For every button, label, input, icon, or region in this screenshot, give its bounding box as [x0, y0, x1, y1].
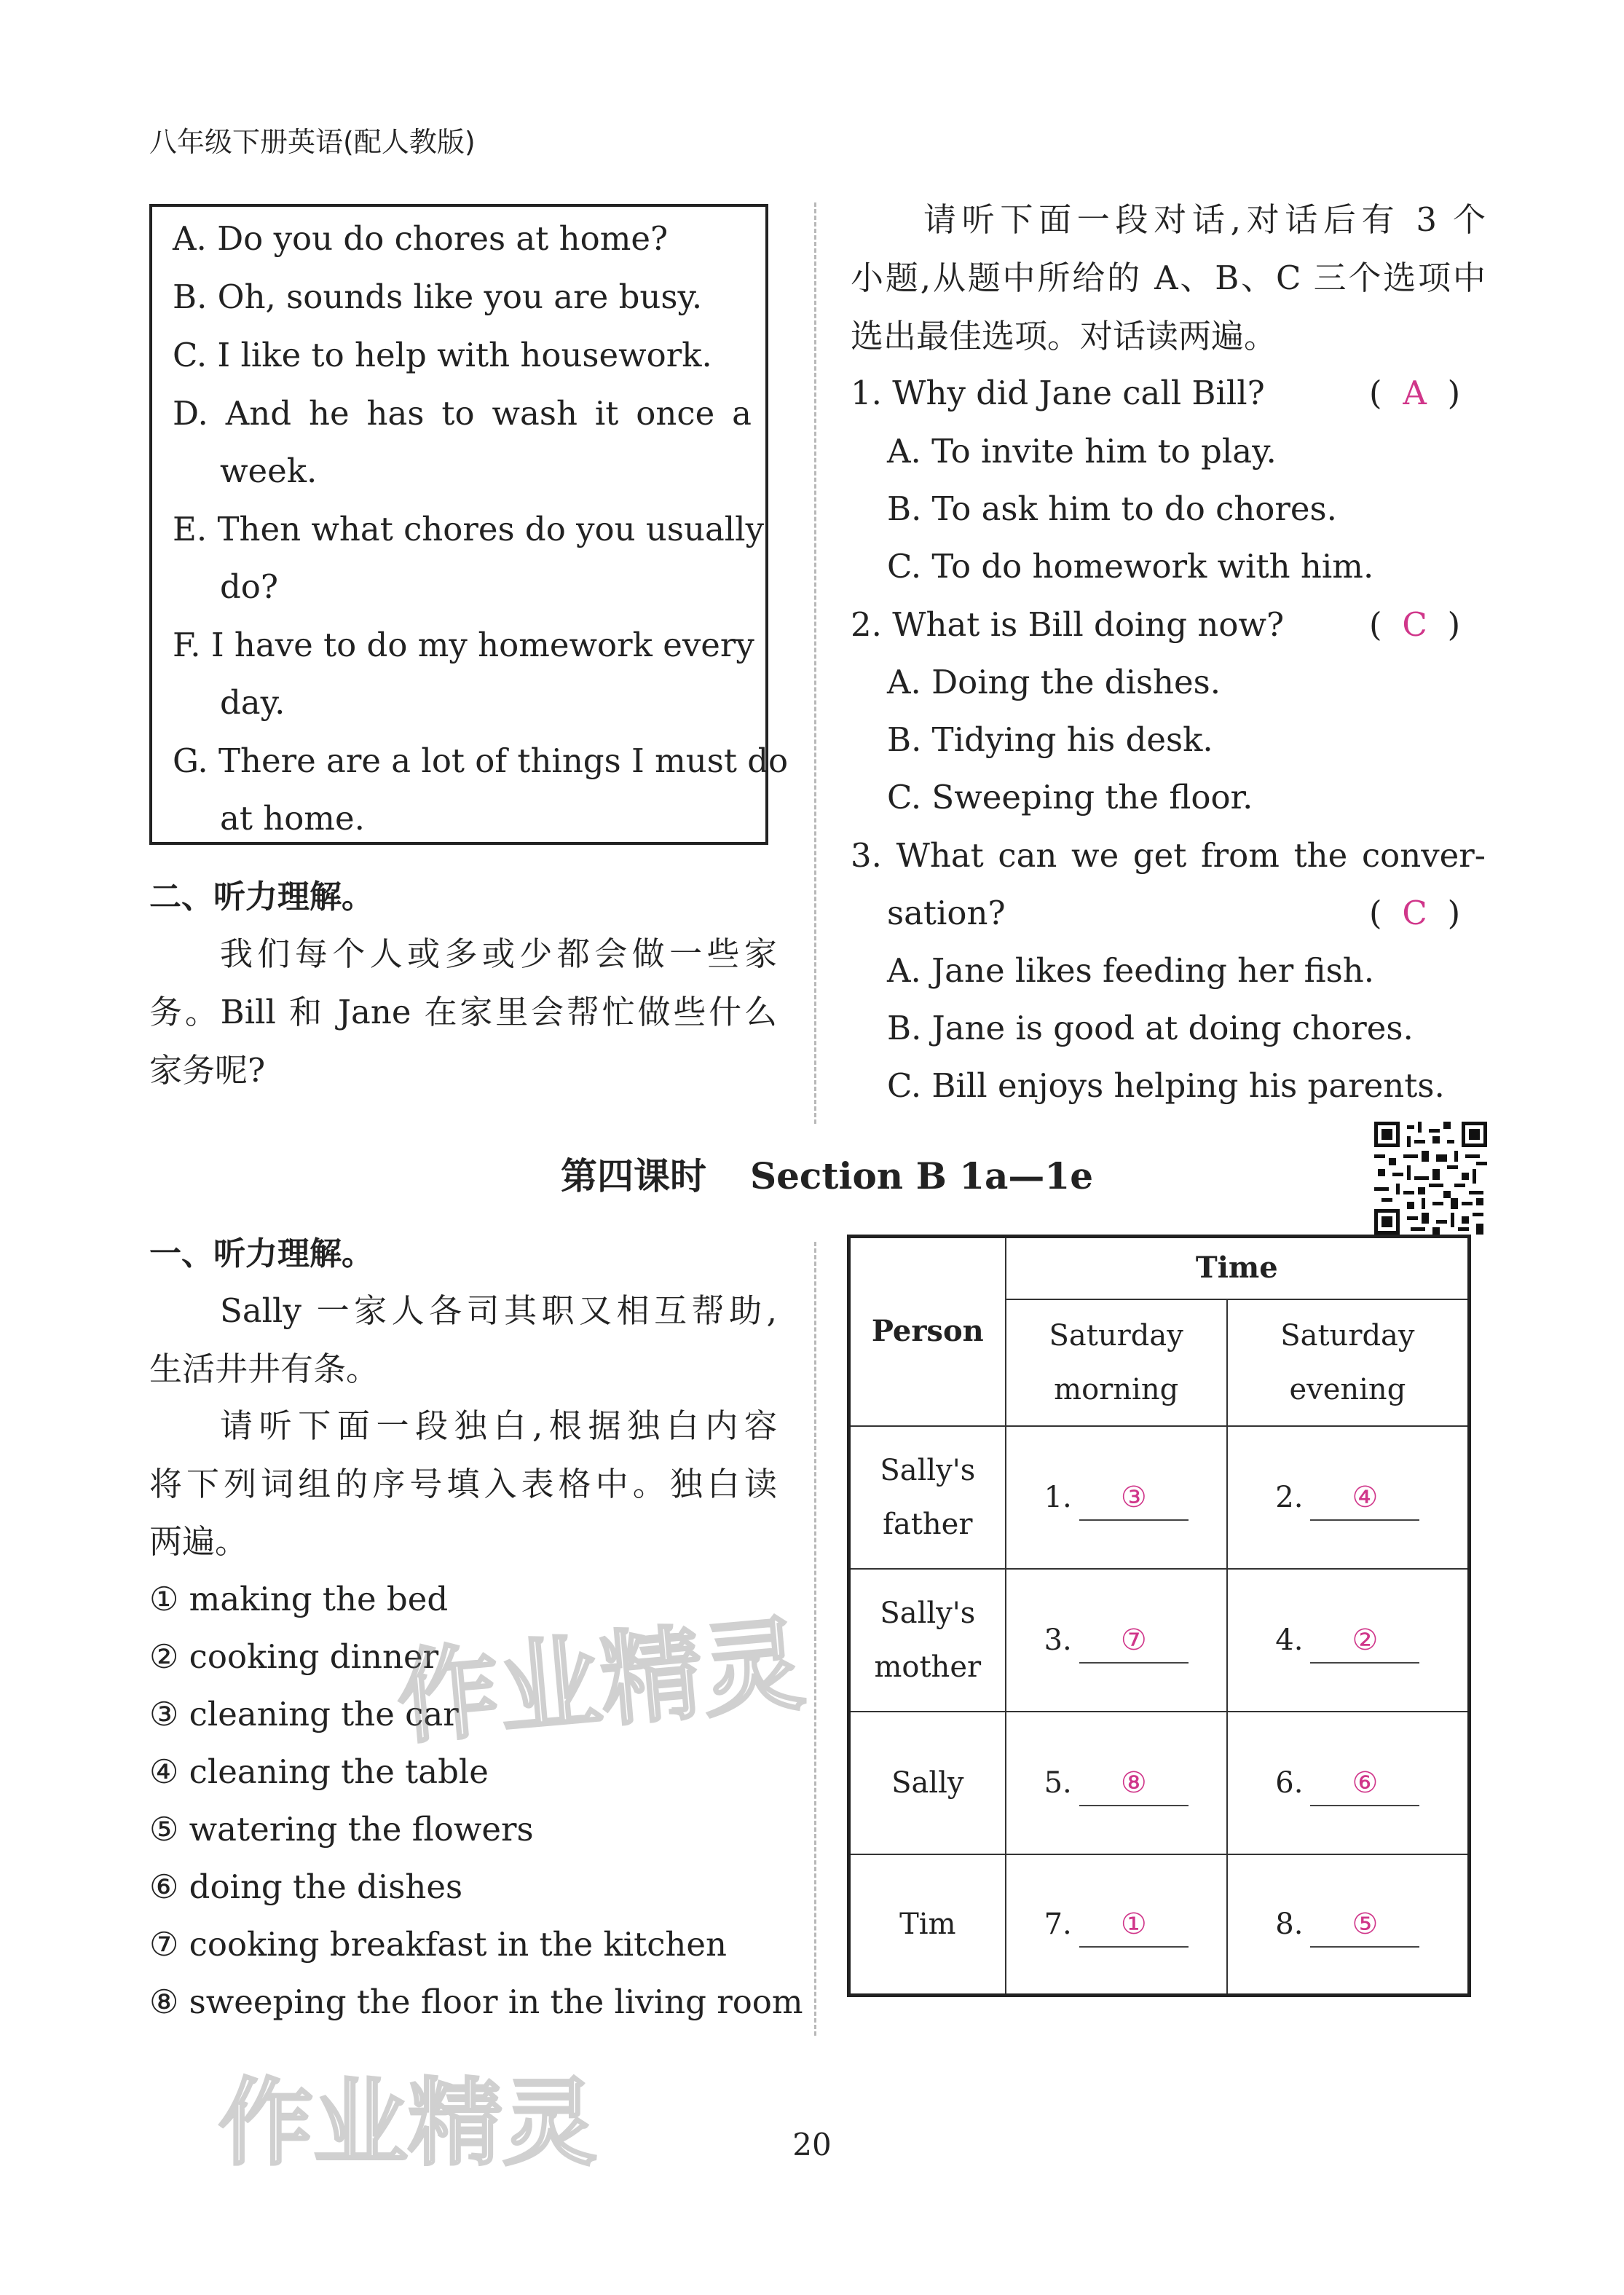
question-3-stem: 3. What can we get from the conver-	[851, 836, 1486, 875]
phrase-item: ⑥ doing the dishes	[149, 1867, 463, 1906]
phrase-item: ② cooking dinner	[149, 1637, 439, 1676]
section-title-listening-1: 一、听力理解。	[149, 1235, 374, 1272]
watermark-bottom: 作业精灵	[218, 2068, 598, 2178]
question-3-answer-bracket: ( C )	[1369, 884, 1460, 942]
answer-blank[interactable]: ⑧	[1079, 1761, 1189, 1806]
option-a: A. Do you do chores at home?	[173, 219, 669, 258]
option-f-cont: day.	[220, 683, 285, 722]
answer-blank[interactable]: ⑤	[1310, 1902, 1419, 1948]
answer-cell: 6. ⑥	[1227, 1712, 1470, 1854]
answer-cell: 5. ⑧	[1006, 1712, 1227, 1854]
question-2-answer: C	[1402, 605, 1427, 644]
listening-intro-line-1: 我们每个人或多或少都会做一些家	[220, 934, 777, 973]
lesson-title	[561, 1147, 1093, 1205]
option-e: E. Then what chores do you usually	[173, 510, 764, 548]
option-g-cont: at home.	[220, 799, 365, 838]
question-1-answer: A	[1403, 374, 1427, 412]
person-cell: Sally	[849, 1712, 1006, 1854]
chores-time-table	[847, 1235, 1471, 1997]
answer-cell: 7. ①	[1006, 1854, 1227, 1996]
answer-blank[interactable]: ④	[1310, 1476, 1419, 1521]
answer-cell: 3. ⑦	[1006, 1569, 1227, 1712]
saturday-morning-header: Saturday morning	[1006, 1299, 1227, 1426]
answer-cell: 2. ④	[1227, 1426, 1470, 1569]
answer-blank[interactable]: ⑥	[1310, 1761, 1419, 1806]
time-header: Time	[1006, 1237, 1470, 1299]
question-3-choice-a: A. Jane likes feeding her fish.	[887, 951, 1375, 990]
listening-intro-line-3: 家务呢?	[149, 1051, 266, 1090]
option-g: G. There are a lot of things I must do	[173, 741, 789, 780]
question-1-choice-c: C. To do homework with him.	[887, 547, 1374, 586]
option-f: F. I have to do my homework every	[173, 626, 754, 664]
answer-blank[interactable]: ⑦	[1079, 1618, 1189, 1664]
person-header: Person	[849, 1237, 1006, 1426]
question-3-stem-cont: sation?	[887, 894, 1006, 932]
option-c: C. I like to help with housework.	[173, 336, 712, 374]
answer-cell: 8. ⑤	[1227, 1854, 1470, 1996]
question-2-choice-c: C. Sweeping the floor.	[887, 778, 1253, 816]
instruction-line-3: 选出最佳选项。对话读两遍。	[851, 317, 1277, 355]
instruction-line-1: 请听下面一段对话,对话后有 3 个	[923, 200, 1486, 239]
option-b: B. Oh, sounds like you are busy.	[173, 277, 703, 316]
saturday-evening-header: Saturday evening	[1227, 1299, 1470, 1426]
qr-code[interactable]	[1374, 1122, 1487, 1235]
answer-cell: 1. ③	[1006, 1426, 1227, 1569]
option-e-cont: do?	[220, 567, 279, 606]
column-divider-top	[814, 202, 816, 1124]
phrase-item: ⑧ sweeping the floor in the living room	[149, 1983, 803, 2021]
family-intro-line-1: Sally 一家人各司其职又相互帮助,	[220, 1291, 777, 1330]
phrase-item: ③ cleaning the car	[149, 1695, 459, 1733]
watermark-mid: 作业精灵	[392, 1605, 810, 1760]
question-3-choice-b: B. Jane is good at doing chores.	[887, 1009, 1414, 1047]
monologue-instruction-line-3: 两遍。	[149, 1522, 248, 1561]
question-3-answer: C	[1402, 894, 1427, 932]
option-d-cont: week.	[220, 452, 318, 490]
question-1-choice-a: A. To invite him to play.	[887, 432, 1277, 471]
question-2-stem: 2. What is Bill doing now?	[851, 605, 1285, 644]
monologue-instruction-line-1: 请听下面一段独白,根据独白内容	[220, 1406, 777, 1445]
option-d: D. And he has to wash it once a	[173, 394, 752, 433]
family-intro-line-2: 生活井井有条。	[149, 1350, 379, 1388]
question-2-answer-bracket: ( C )	[1369, 596, 1460, 654]
person-cell: Tim	[849, 1854, 1006, 1996]
answer-blank[interactable]: ①	[1079, 1902, 1189, 1948]
answer-blank[interactable]: ③	[1079, 1476, 1189, 1521]
lesson-title-en: Section B 1a—1e	[750, 1154, 1094, 1197]
phrase-item: ⑦ cooking breakfast in the kitchen	[149, 1925, 728, 1964]
page-number: 20	[792, 2127, 832, 2162]
book-title: 八年级下册英语(配人教版)	[149, 126, 476, 158]
question-1-answer-bracket: ( A )	[1369, 364, 1460, 422]
listening-intro-line-2: 务。Bill 和 Jane 在家里会帮忙做些什么	[149, 993, 777, 1031]
phrase-item: ⑤ watering the flowers	[149, 1810, 534, 1849]
instruction-line-2: 小题,从题中所给的 A、B、C 三个选项中	[851, 259, 1486, 297]
answer-blank[interactable]: ②	[1310, 1618, 1419, 1664]
lesson-title-cn: 第四课时	[561, 1155, 706, 1197]
person-cell: Sally's mother	[849, 1569, 1006, 1712]
question-2-choice-b: B. Tidying his desk.	[887, 720, 1213, 759]
phrase-item: ① making the bed	[149, 1580, 449, 1618]
person-cell: Sally's father	[849, 1426, 1006, 1569]
phrase-item: ④ cleaning the table	[149, 1752, 489, 1791]
column-divider-bottom	[814, 1242, 816, 2036]
section-title-listening-2: 二、听力理解。	[149, 878, 374, 916]
question-2-choice-a: A. Doing the dishes.	[887, 663, 1221, 701]
question-3-choice-c: C. Bill enjoys helping his parents.	[887, 1066, 1445, 1105]
question-1-stem: 1. Why did Jane call Bill?	[851, 374, 1265, 412]
answer-cell: 4. ②	[1227, 1569, 1470, 1712]
monologue-instruction-line-2: 将下列词组的序号填入表格中。独白读	[149, 1465, 777, 1503]
question-1-choice-b: B. To ask him to do chores.	[887, 489, 1337, 528]
